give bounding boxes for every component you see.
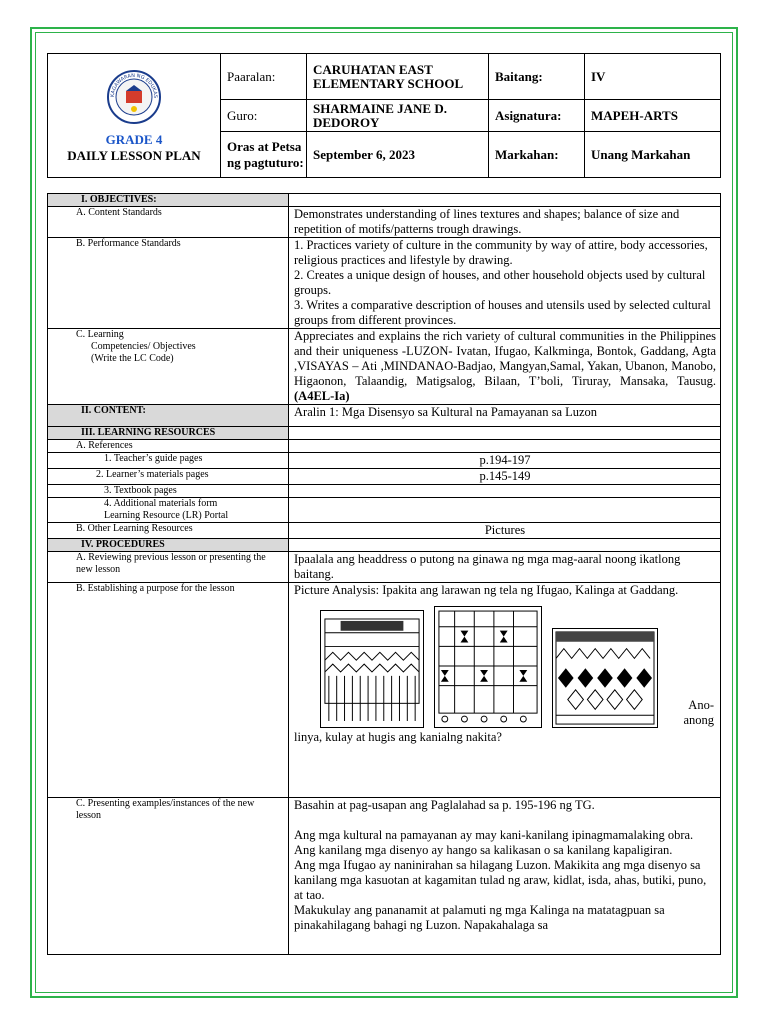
date-label: Oras at Petsa ng pagtuturo: — [221, 132, 307, 178]
performance-item: 1. Practices variety of culture in the community by way of attire, body accessories, religious practices and lifestyle by drawing. — [294, 238, 708, 267]
teachers-guide-value: p.194-197 — [289, 453, 721, 469]
additional-materials-label: 4. Additional materials form Learning Resource (LR) Portal — [48, 498, 289, 523]
competencies-text: Appreciates and explains the rich variety of cultural communities in the Philippines and their uniqueness -LUZON- Ivatan, Ifugao, Kalkminga, Bontok, Gaddang, Agta ,VISAYAS – Ati ,MINDANAO-Badjao, Mangyan,Samal, Yakan, Ubanon, Manobo, Higaonon, Talaandig, Matigsalog, Bilaan, T’boli, Tiruray, Mansaka, Tausug. (A4EL-Ia) — [289, 329, 721, 405]
procedure-a-label: A. Reviewing previous lesson or presenting the new lesson — [48, 552, 289, 583]
content-standards-text: Demonstrates understanding of lines textures and shapes; balance of size and repetition of motifs/patterns trough drawings. — [289, 207, 721, 238]
procedure-c-text: Basahin at pag-usapan ang Paglalahad sa p. 195-196 ng TG. Ang mga kultural na pamayanan ay may kani-kanilang ipinagmamalaking obra. Ang kanilang mga disenyo ay hango sa kalikasan o sa kanilang kapaligiran. Ang mga Ifugao ay naninirahan sa hilagang Luzon. Makikita ang mga disenyo sa kanilang mga kasuotan at kagamitan tulad ng araw, kidlat, isda, ahas, butiki, puno, at tao. Makukulay ang pananamit at palamuti ng mga Kalinga na matatagpuan sa pinakahilagang bahagi ng Luzon. Napakahalaga sa — [289, 798, 721, 955]
procedure-b-question: linya, kulay at hugis ang kanialng nakita? — [294, 730, 502, 744]
procedure-b-text: Picture Analysis: Ipakita ang larawan ng tela ng Ifugao, Kalinga at Gaddang. — [294, 583, 679, 597]
quarter-label: Markahan: — [489, 132, 585, 178]
content-text: Aralin 1: Mga Disensyo sa Kultural na Pamayanan sa Luzon — [289, 405, 721, 427]
performance-standards-text — [289, 238, 721, 329]
textile-pictures — [294, 598, 658, 730]
learners-materials-value: p.145-149 — [289, 469, 721, 485]
deped-seal-icon — [106, 69, 162, 125]
header-logo-cell — [48, 54, 221, 178]
procedure-b-label: B. Establishing a purpose for the lesson — [48, 583, 289, 798]
plan-title: DAILY LESSON PLAN — [67, 148, 201, 163]
header-table — [47, 53, 721, 178]
gaddang-textile-image — [552, 628, 658, 728]
textbook-label: 3. Textbook pages — [48, 485, 289, 498]
quarter-value: Unang Markahan — [585, 132, 721, 178]
school-value: CARUHATAN EAST ELEMENTARY SCHOOL — [307, 54, 489, 100]
procedures-heading: IV. PROCEDURES — [48, 539, 289, 552]
competencies-label: C. Learning Competencies/ Objectives (Write the LC Code) — [48, 329, 289, 405]
grade-level-label: Baitang: — [489, 54, 585, 100]
subject-value: MAPEH-ARTS — [585, 100, 721, 132]
objectives-heading: I. OBJECTIVES: — [48, 194, 289, 207]
performance-standards-label: B. Performance Standards — [48, 238, 289, 329]
ifugao-textile-image — [320, 610, 424, 728]
procedure-a-text: Ipaalala ang headdress o putong na ginawa ng mga mag-aaral noong ikatlong baitang. — [289, 552, 721, 583]
grade-label: GRADE 4 — [105, 132, 163, 147]
teacher-value: SHARMAINE JANE D. DEDOROY — [307, 100, 489, 132]
svg-text:KAGAWARAN NG EDUKASYON: KAGAWARAN NG EDUKAS — [109, 72, 159, 99]
school-label: Paaralan: — [221, 54, 307, 100]
content-standards-label: A. Content Standards — [48, 207, 289, 238]
performance-item: 2. Creates a unique design of houses, and other household objects used by cultural groups. — [294, 268, 706, 297]
other-resources-value: Pictures — [289, 523, 721, 539]
teacher-label: Guro: — [221, 100, 307, 132]
learners-materials-label: 2. Learner’s materials pages — [48, 469, 289, 485]
subject-label: Asignatura: — [489, 100, 585, 132]
kalinga-textile-image — [434, 606, 542, 728]
content-heading: II. CONTENT: — [48, 405, 289, 427]
resources-heading-blank — [289, 427, 721, 440]
procedure-c-label: C. Presenting examples/instances of the new lesson — [48, 798, 289, 955]
date-value: September 6, 2023 — [307, 132, 489, 178]
procedure-b-cell: Picture Analysis: Ipakita ang larawan ng tela ng Ifugao, Kalinga at Gaddang. Ano- anong linya, kulay at hugis ang kanialng nakita? — [289, 583, 721, 798]
objectives-heading-blank — [289, 194, 721, 207]
lesson-plan-table — [47, 193, 721, 955]
resources-heading: III. LEARNING RESOURCES — [48, 427, 289, 440]
performance-item: 3. Writes a comparative description of houses and utensils used by selected cultural groups from different provinces. — [294, 298, 711, 327]
teachers-guide-label: 1. Teacher’s guide pages — [48, 453, 289, 469]
lc-code: (A4EL-Ia) — [294, 389, 350, 403]
grade-level-value: IV — [585, 54, 721, 100]
other-resources-label: B. Other Learning Resources — [48, 523, 289, 539]
references-label: A. References — [48, 440, 289, 453]
